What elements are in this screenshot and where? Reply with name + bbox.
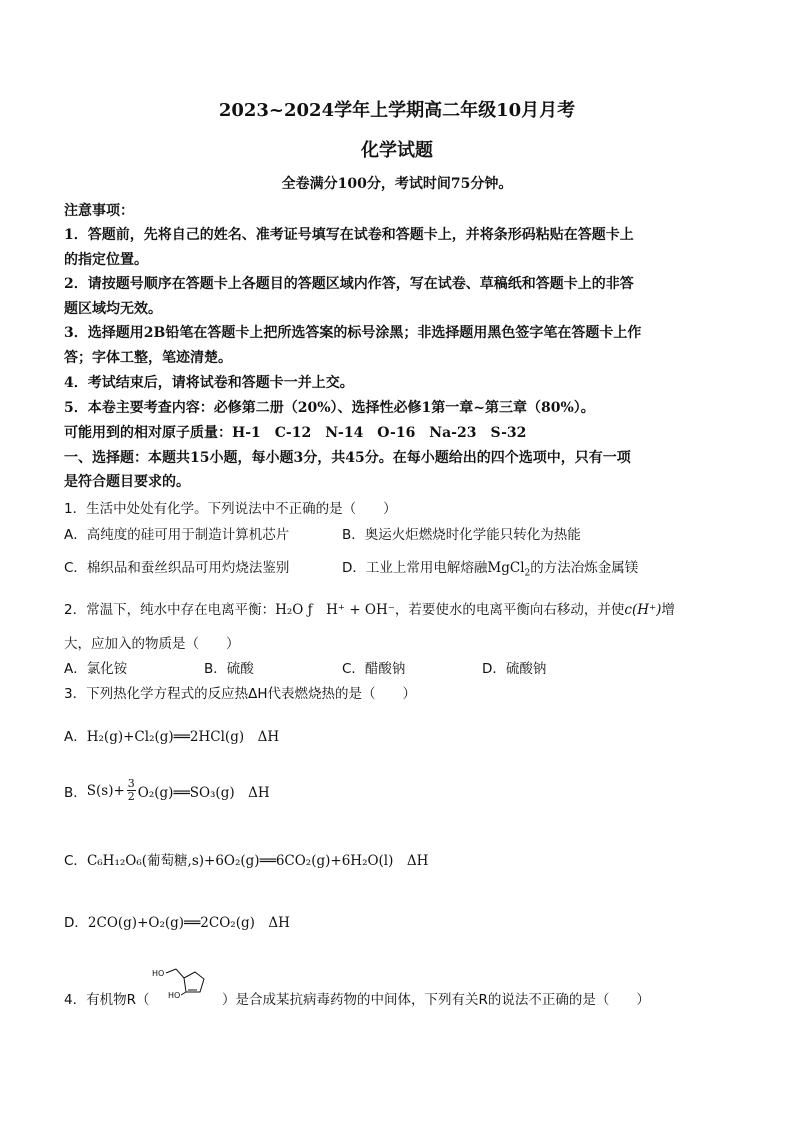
mol-bond-2 (176, 969, 184, 978)
q3-option-c (64, 849, 428, 869)
q2-stem-c: 增 (661, 602, 675, 618)
mol-ho-bottom: HO (168, 991, 181, 1000)
note-2a: 2．请按题号顺序在答题卡上各题目的答题区域内作答，写在试卷、草稿纸和答题卡上的非答 (64, 276, 634, 292)
note-3a: 3．选择题用2B铅笔在答题卡上把所选答案的标号涂黑；非选择题用黑色签字笔在答题卡上作 (64, 325, 642, 341)
mol-ho-top: HO (152, 969, 165, 978)
q2-stem-line1 (64, 598, 675, 618)
section-heading-2: 是符合题目要求的。 (64, 474, 190, 490)
q1-option-c: C．棉织品和蚕丝织品可用灼烧法鉴别 (64, 560, 290, 576)
q4-stem-b: ）是合成某抗病毒药物的中间体，下列有关R的说法不正确的是（ ） (222, 992, 650, 1008)
note-4: 4．考试结束后，请将试卷和答题卡一并上交。 (64, 375, 354, 391)
q1-option-b: B．奥运火炬燃烧时化学能只转化为热能 (342, 527, 581, 543)
note-3b: 答；字体工整，笔迹清楚。 (64, 350, 232, 366)
q3-b-numerator: 3 (127, 777, 135, 790)
notes-heading: 注意事项： (64, 203, 134, 219)
q3-c-label: C． (64, 853, 87, 869)
molecule-r-structure (148, 964, 214, 1006)
q1-stem: 1．生活中处处有化学。下列说法中不正确的是（ ） (64, 501, 397, 517)
note-5: 5．本卷主要考查内容：必修第二册（20%）、选择性必修1第一章~第三章（80%）。 (64, 400, 595, 416)
q4-stem-a: 4．有机物R（ (64, 992, 150, 1008)
q3-option-d (64, 911, 290, 931)
q1-option-d-pre: D．工业上常用电解熔融 (342, 560, 488, 576)
q2-option-c: C．醋酸钠 (342, 661, 406, 677)
q1-option-d-formula: MgCl (487, 560, 525, 576)
q3-b-eq-post: O₂(g)══SO₃(g) ΔH (137, 784, 270, 801)
q3-stem: 3．下列热化学方程式的反应热ΔH代表燃烧热的是（ ） (64, 686, 416, 702)
q3-b-eq-pre: S(s)+ (86, 782, 125, 799)
q2-option-b: B．硫酸 (204, 661, 254, 677)
q3-b-fraction (127, 778, 136, 803)
q3-a-equation: H₂(g)+Cl₂(g)══2HCl(g) ΔH (86, 729, 280, 745)
q2-stem-b: ，若要使水的电离平衡向右移动，并使 (394, 602, 625, 618)
mol-bond-oh (181, 992, 186, 995)
mol-ring (184, 972, 204, 992)
subject-title: 化学试题 (361, 140, 433, 161)
section-heading-1: 一、选择题：本题共15小题，每小题3分，共45分。在每小题给出的四个选项中，只有一项 (64, 450, 631, 466)
note-1a: 1．答题前，先将自己的姓名、准考证号填写在试卷和答题卡上，并将条形码粘贴在答题卡上 (64, 227, 634, 243)
mol-bond-1 (166, 969, 176, 973)
q3-d-label: D． (64, 915, 88, 931)
q3-option-b (64, 778, 270, 803)
q3-b-label: B． (64, 784, 87, 801)
exam-title: 2023~2024学年上学期高二年级10月月考 (218, 100, 576, 121)
note-2b: 题区域均无效。 (64, 301, 162, 317)
q1-option-d-sub: 2 (524, 568, 531, 579)
q3-d-equation: 2CO(g)+O₂(g)══2CO₂(g) ΔH (87, 915, 290, 931)
q3-b-denominator: 2 (127, 790, 135, 803)
q2-equilibrium: H₂O ƒ H⁺ + OH⁻ (275, 602, 395, 618)
q2-h-concentration: c(H⁺) (624, 602, 662, 618)
q2-option-d: D．硫酸钠 (482, 661, 547, 677)
q1-option-d (342, 556, 638, 579)
q2-stem-line2: 大，应加入的物质是（ ） (64, 636, 240, 652)
q1-option-a: A．高纯度的硅可用于制造计算机芯片 (64, 527, 290, 543)
q3-c-equation: C₆H₁₂O₆(葡萄糖,s)+6O₂(g)══6CO₂(g)+6H₂O(l) ΔH (86, 853, 429, 869)
q2-option-a: A．氯化铵 (64, 661, 128, 677)
q3-a-label: A． (64, 729, 87, 745)
note-1b: 的指定位置。 (64, 252, 148, 268)
atomic-masses: 可能用到的相对原子质量：H-1 C-12 N-14 O-16 Na-23 S-32 (64, 425, 527, 441)
exam-info: 全卷满分100分，考试时间75分钟。 (281, 176, 513, 192)
q2-stem-a: 2．常温下，纯水中存在电离平衡： (64, 602, 276, 618)
molecule-r-svg (148, 964, 214, 1006)
q3-option-a (64, 725, 279, 745)
q1-option-d-post: 的方法冶炼金属镁 (530, 560, 639, 576)
